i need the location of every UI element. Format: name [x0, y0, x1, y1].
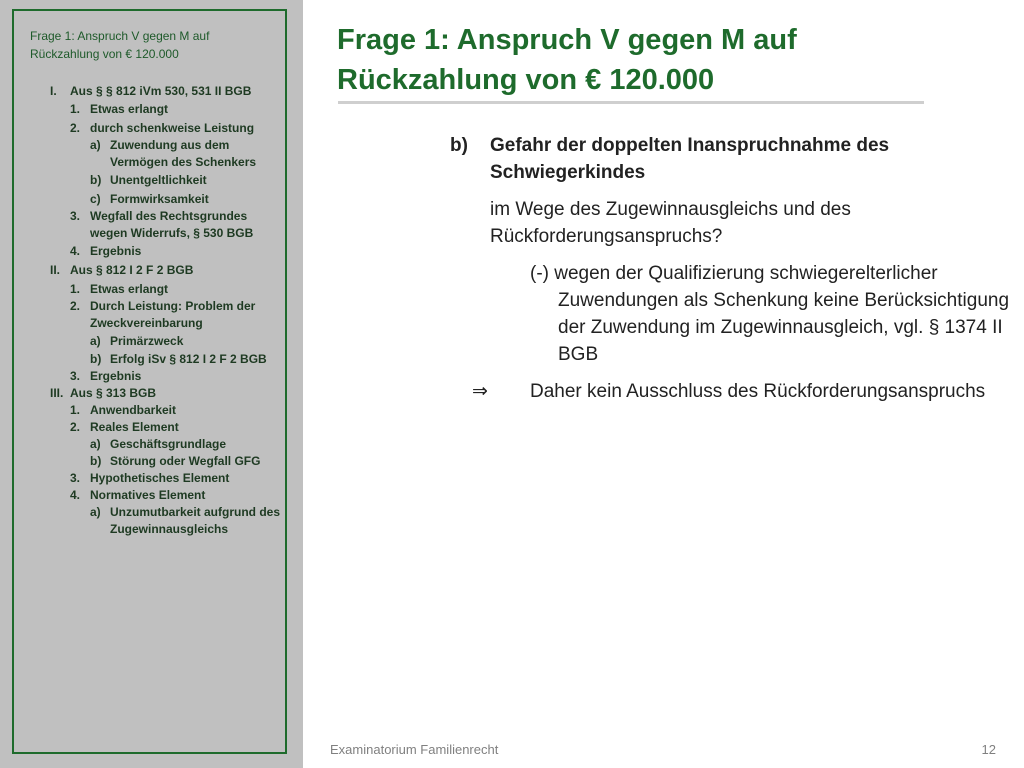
footer-course: Examinatorium Familienrecht	[330, 742, 499, 757]
outline-number: c)	[90, 191, 101, 206]
outline-item	[32, 261, 282, 280]
outline-item	[32, 171, 282, 190]
outline-number: b)	[90, 453, 102, 468]
outline-item	[32, 208, 282, 242]
outline-item	[32, 119, 282, 138]
conclusion	[450, 378, 1010, 405]
outline-number: 2.	[70, 299, 81, 314]
outline-text: Normatives Element	[90, 487, 206, 502]
outline-item	[32, 402, 282, 419]
outline-item	[32, 351, 282, 368]
outline-text: Primärzweck	[110, 334, 184, 349]
outline-number: b)	[90, 351, 102, 366]
outline-number: 1.	[70, 281, 81, 296]
outline-number: 3.	[70, 368, 81, 383]
outline-item	[32, 298, 282, 332]
question-text: im Wege des Zugewinnausgleichs und des Rückforderungsanspruchs?	[490, 199, 851, 247]
outline-text: Aus § 812 I 2 F 2 BGB	[70, 262, 194, 277]
outline-number: 2.	[70, 120, 81, 135]
outline-number: 4.	[70, 487, 81, 502]
outline-item	[32, 419, 282, 436]
outline-text: Durch Leistung: Problem der Zweckvereinbarung	[90, 299, 256, 331]
outline-number: b)	[90, 173, 102, 188]
slide-title: Frage 1: Anspruch V gegen M auf Rückzahlung von € 120.000	[337, 24, 797, 96]
outline-number: a)	[90, 504, 101, 519]
answer-text: (-) wegen der Qualifizierung schwiegerelterlicher Zuwendungen als Schenkung keine Berücksichtigung der Zuwendung im Zugewinnausgleich, vgl. § 1374 II BGB	[530, 263, 1010, 365]
outline-item	[32, 470, 282, 487]
outline-text: durch schenkweise Leistung	[90, 120, 255, 135]
outline-item	[32, 368, 282, 385]
outline-text: Aus § 313 BGB	[70, 385, 157, 400]
outline-text: Reales Element	[90, 419, 179, 434]
outline-number: 3.	[70, 209, 81, 224]
outline-number: 2.	[70, 419, 81, 434]
outline-text: Unentgeltlichkeit	[110, 173, 207, 188]
implies-arrow-icon: ⇒	[472, 381, 488, 402]
outline-item	[32, 436, 282, 453]
outline-text: Geschäftsgrundlage	[110, 436, 227, 451]
outline-text: Zuwendung aus dem Vermögen des Schenkers	[110, 138, 257, 170]
outline-number: a)	[90, 334, 101, 349]
outline-text: Störung oder Wegfall GFG	[110, 453, 261, 468]
slide-content	[450, 132, 1010, 405]
outline-number: 1.	[70, 402, 81, 417]
outline-item	[32, 83, 282, 100]
outline-number: a)	[90, 436, 101, 451]
outline-item	[32, 100, 282, 119]
outline-item	[32, 137, 282, 171]
outline-item	[32, 280, 282, 299]
outline-item	[32, 242, 282, 261]
point-b	[450, 132, 1010, 186]
outline-text: Wegfall des Rechtsgrundes wegen Widerrufs, § 530 BGB	[90, 209, 254, 241]
outline-text: Hypothetisches Element	[90, 470, 230, 485]
outline-item	[32, 504, 282, 538]
outline-number: II.	[50, 262, 61, 277]
outline-item	[32, 332, 282, 351]
outline-number: III.	[50, 385, 64, 400]
outline-text: Ergebnis	[90, 368, 142, 383]
point-b-text: Gefahr der doppelten Inanspruchnahme des Schwiegerkindes	[490, 135, 890, 183]
outline-text: Anwendbarkeit	[90, 402, 177, 417]
outline-item	[32, 385, 282, 402]
outline-text: Etwas erlangt	[90, 102, 169, 116]
page-number: 12	[981, 742, 996, 757]
outline-text: Ergebnis	[90, 244, 142, 259]
outline-item	[32, 190, 282, 209]
outline-item	[32, 487, 282, 504]
outline-text: Erfolg iSv § 812 I 2 F 2 BGB	[110, 351, 267, 366]
outline-list	[32, 83, 282, 538]
outline-number: 3.	[70, 470, 81, 485]
sidebar-title: Frage 1: Anspruch V gegen M auf Rückzahlung von € 120.000	[30, 29, 210, 61]
outline-number: 4.	[70, 244, 81, 259]
point-b-marker: b)	[450, 135, 468, 156]
outline-text: Aus § § 812 iVm 530, 531 II BGB	[70, 84, 252, 98]
outline-number: 1.	[70, 102, 81, 116]
outline-number: a)	[90, 138, 101, 153]
outline-text: Formwirksamkeit	[110, 191, 209, 206]
outline-number: I.	[50, 84, 57, 98]
outline-item	[32, 453, 282, 470]
title-divider	[338, 101, 924, 104]
outline-text: Unzumutbarkeit aufgrund des Zugewinnausgleichs	[110, 504, 281, 536]
outline-text: Etwas erlangt	[90, 281, 169, 296]
conclusion-text: Daher kein Ausschluss des Rückforderungsanspruchs	[530, 381, 986, 402]
